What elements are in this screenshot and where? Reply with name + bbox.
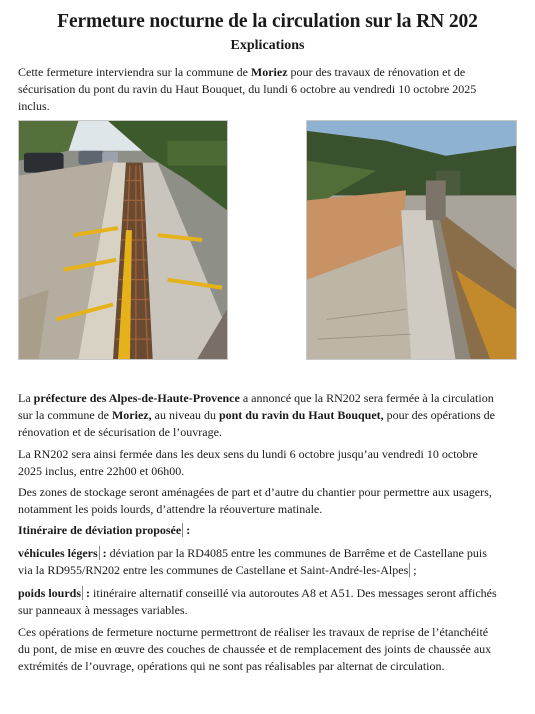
pl-label: poids lourds: [18, 586, 82, 600]
announce-prefecture: préfecture des Alpes-de-Haute-Provence: [33, 391, 240, 405]
intro-commune: Moriez: [250, 65, 288, 79]
conclusion-paragraph: Ces opérations de fermeture nocturne permettront de réaliser les travaux de reprise de l’étanchéité du pont, de mise en œuvre des couches de chaussée et de remplacement des joints de chaussée aux extrémités de l’ouvrage, opérations qui ne sont pas réalisables par alternat de circulation.: [18, 625, 492, 673]
vl-text-1: déviation par la RD4085 entre les communes de Barrême et de Castellane puis via la RD955/RN202 entre les communes de Castel: [18, 546, 487, 577]
photo-bridge-concrete-image: [307, 121, 516, 359]
itineraire-heading-colon: :: [183, 523, 191, 537]
announce-paragraph: [18, 390, 498, 441]
announce-commune: Moriez,: [111, 408, 152, 422]
pl-colon: :: [83, 586, 91, 600]
announce-text-1: La: [18, 391, 34, 405]
announce-bridge: pont du ravin du Haut Bouquet,: [218, 408, 384, 422]
intro-paragraph: [18, 64, 498, 115]
pl-text: itinéraire alternatif conseillé via autoroutes A8 et A51. Des messages seront affichés sur panneaux à messages variables.: [18, 586, 497, 617]
intro-text-2: pour des travaux de rénovation et de sécurisation du pont du ravin du Haut Bouquet, du lundi 6 octobre au vendredi 10 octobre 2025 inclus.: [18, 65, 477, 113]
itineraire-heading-text: Itinéraire de déviation proposée: [18, 523, 182, 537]
page-title: Fermeture nocturne de la circulation sur la RN 202: [57, 11, 478, 32]
announce-text-3: au niveau du: [151, 408, 219, 422]
announce-text-4: pour des opérations de rénovation et de sécurisation de l’ouvrage.: [18, 408, 495, 439]
vl-colon: :: [99, 546, 107, 560]
pl-paragraph: [18, 585, 498, 619]
storage-paragraph: Des zones de stockage seront aménagées de part et d’autre du chantier pour permettre aux usagers, notamment les poids lourds, d’attendre la réouverture matinale.: [18, 485, 492, 516]
vl-text-2: lane et Saint-André-les-Alpes: [265, 563, 409, 577]
photo-bridge-rebar-image: [19, 121, 227, 359]
photo-bridge-rebar: [18, 120, 228, 360]
itineraire-heading: [18, 522, 498, 539]
vl-text-3: ;: [410, 563, 417, 577]
vl-label: véhicules légers: [18, 546, 98, 560]
announce-text-2: a annoncé que la RN202 sera fermée à la circulation sur la commune de: [18, 391, 494, 422]
closure-paragraph: La RN202 sera ainsi fermée dans les deux sens du lundi 6 octobre jusqu’au vendredi 10 octobre 2025 inclus, entre 22h00 et 06h00.: [18, 447, 478, 478]
photo-bridge-concrete: [306, 120, 517, 360]
vl-paragraph: [18, 545, 498, 579]
intro-text-1: Cette fermeture interviendra sur la commune de: [18, 65, 251, 79]
page-subtitle: Explications: [230, 38, 305, 53]
